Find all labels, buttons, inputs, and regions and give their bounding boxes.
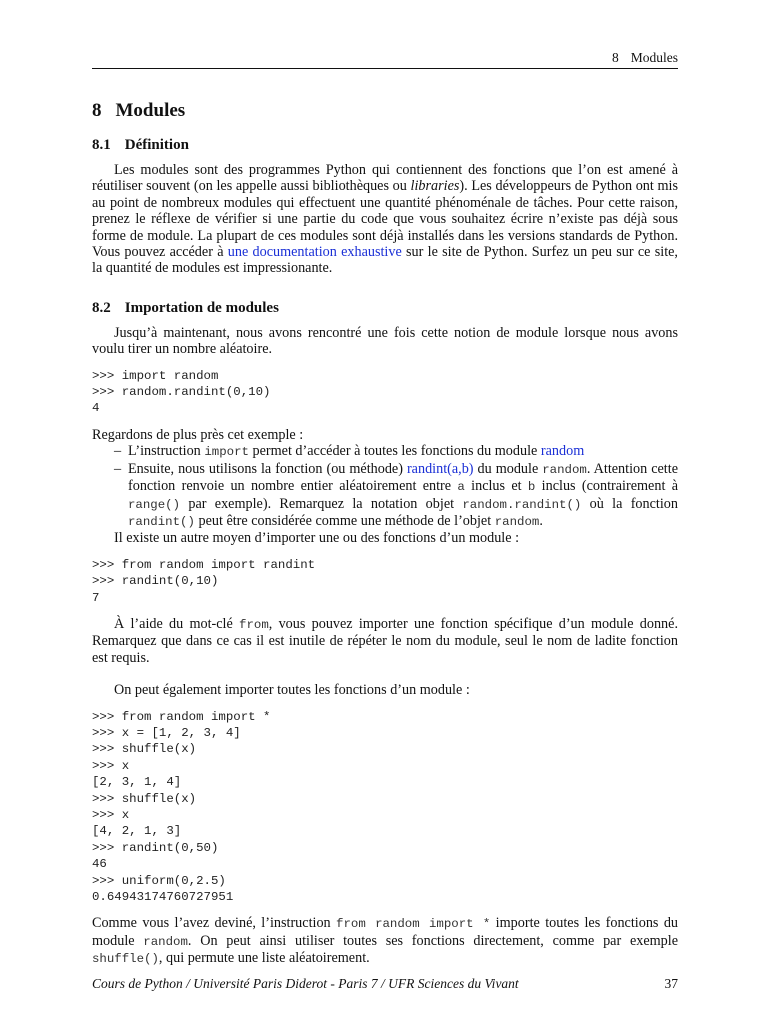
section-heading-definition	[92, 136, 678, 154]
inline-code: range()	[128, 497, 181, 512]
text-run: inclus et	[464, 478, 528, 495]
section-number: 8.1	[92, 137, 111, 153]
page-number: 37	[664, 976, 678, 991]
text-run: Ensuite, nous utilisons la fonction (ou méthode)	[128, 460, 407, 477]
text-run: . Attention cette fonction renvoie un nombre entier aléatoirement entre	[128, 460, 678, 495]
header-rule	[92, 68, 678, 69]
running-header-title: Modules	[630, 50, 678, 65]
running-header	[92, 50, 678, 66]
text-run: . On peut ainsi utiliser toutes ses fonctions directement, comme par exemple	[187, 932, 678, 949]
text-run: .	[539, 512, 543, 529]
dash-bullet: –	[114, 460, 122, 477]
inline-code: random	[494, 514, 540, 529]
random-module-link[interactable]: random	[540, 443, 585, 460]
text-run: , qui permute une liste aléatoirement.	[158, 950, 370, 967]
emphasis-libraries: libraries	[410, 178, 460, 195]
text-run: inclus (contrairement à	[535, 478, 678, 495]
inline-code: random	[542, 462, 587, 477]
text-run: où la fonction	[581, 495, 678, 512]
text-run: peut être considérée comme une méthode de l’objet	[194, 512, 495, 529]
explanation-list	[92, 443, 678, 530]
text-run: sur le site de Python. Surfez un peu sur ce site, la quantité de modules est impressionante.	[92, 244, 678, 277]
inline-code: from random import *	[336, 917, 491, 932]
inline-code: a	[457, 480, 465, 495]
text-run: Comme vous l’avez deviné, l’instruction	[92, 915, 337, 932]
running-header-number: 8	[612, 50, 619, 65]
randint-link[interactable]: randint(a,b)	[406, 460, 474, 477]
paragraph-conclusion	[92, 915, 678, 967]
paragraph-from-keyword	[92, 616, 678, 666]
paragraph-other-way: Il existe un autre moyen d’importer une ou des fonctions d’un module :	[114, 530, 520, 547]
inline-code: random.randint()	[462, 497, 582, 512]
section-number: 8.2	[92, 299, 111, 316]
page-footer	[92, 976, 678, 992]
code-block-import-random: >>> import random >>> random.randint(0,10) 4	[92, 368, 271, 416]
page-content	[92, 96, 678, 968]
text-run: importe toutes les fonctions du module	[92, 915, 679, 949]
text-run: par exemple). Remarquez la notation objet	[180, 495, 463, 512]
inline-code: random	[143, 934, 188, 949]
inline-code: from	[239, 617, 269, 632]
text-run: , vous pouvez importer une fonction spécifique d’un module donné. Remarquez que dans ce cas il est inutile de répéter le nom du module, seul le nom de ladite fonction est requis.	[92, 615, 678, 666]
text-run: À l’aide du mot-clé	[114, 615, 240, 632]
code-block-import-star: >>> from random import * >>> x = [1, 2, 3, 4] >>> shuffle(x) >>> x [2, 3, 1, 4] >>> shuffle(x) >>> x [4, 2, 1, 3] >>> randint(0,50) 46 >>> uniform(0,2.5) 0.64943174760727951	[92, 709, 271, 905]
chapter-number: 8	[92, 100, 102, 121]
text-run: ). Les développeurs de Python ont mis au point de nombreux modules qui effectuent une quantité phénoménale de tâches. Pour cette raison, prenez le réflexe de vérifier si une partie du code que vous souhaitez écrire n’existe pas déjà sous forme de module. La plupart de ces modules sont déjà installés dans les versions standards de Python. Vous pouvez accéder à	[92, 178, 678, 261]
text-run: L’instruction	[128, 443, 205, 460]
chapter-title: Modules	[115, 100, 186, 121]
section-title: Définition	[124, 137, 189, 153]
paragraph-import-all: On peut également importer toutes les fonctions d’un module :	[114, 682, 470, 699]
text-run: du module	[473, 460, 543, 477]
list-item	[114, 460, 678, 531]
paragraph-intro: Jusqu’à maintenant, nous avons rencontré une fois cette notion de module lorsque nous avons voulu tirer un nombre aléatoire.	[92, 324, 678, 358]
paragraph-look-closer: Regardons de plus près cet exemple :	[92, 426, 304, 443]
code-block-from-import: >>> from random import randint >>> randint(0,10) 7	[92, 557, 316, 605]
inline-code: b	[527, 480, 536, 495]
inline-code: randint()	[128, 514, 195, 529]
documentation-link[interactable]: une documentation exhaustive	[227, 244, 402, 261]
text-run: Les modules sont des programmes Python qui contiennent des fonctions que l’on est amené à réutiliser souvent (on les appelle aussi bibliothèques ou	[92, 162, 678, 195]
section-title: Importation de modules	[124, 299, 279, 316]
list-item	[114, 443, 678, 460]
dash-bullet: –	[114, 443, 122, 460]
text-run: permet d’accéder à toutes les fonctions du module	[248, 443, 541, 460]
section-heading-importation	[92, 299, 678, 317]
footer-text: Cours de Python / Université Paris Diderot - Paris 7 / UFR Sciences du Vivant	[92, 976, 519, 991]
paragraph-definition	[92, 162, 678, 277]
inline-code: import	[204, 445, 249, 460]
chapter-heading	[92, 100, 678, 122]
inline-code: shuffle()	[92, 952, 159, 967]
